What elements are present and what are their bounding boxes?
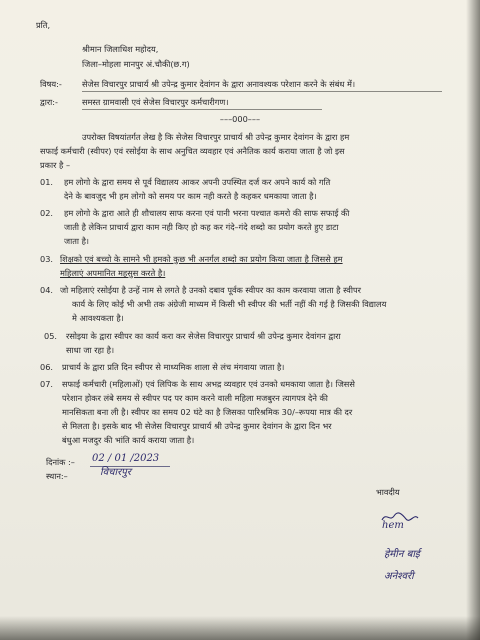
- addressee-line-2: जिला–मोहला मानपुर अं.चौकी(छ.ग): [82, 59, 190, 69]
- from-text: समस्त ग्रामवासी एवं सेजेस विचारपुर कर्मचारीगण।: [82, 97, 229, 107]
- point-number: 01.: [40, 177, 54, 187]
- point-line: जो महिलाएं रसोईया है उन्हें नाम से लगते है उनको दबाव पूर्वक स्वीपर का काम करवाया जाता है स्वीपर: [60, 285, 361, 295]
- point-number: 04.: [40, 285, 54, 295]
- point-line: बंधुआ मजदुर की भांति कार्य कराया जाता है।: [62, 435, 195, 445]
- point-line: रसोइया के द्वारा स्वीपर का कार्य करा कर सेजेस विचारपुर प्राचार्य श्री उपेन्द्र कुमार देवांगन द्वारा: [66, 331, 341, 341]
- point-line: मे आवश्यकता है।: [72, 313, 124, 323]
- signature-3: अनेश्वरी: [384, 571, 414, 582]
- point-number: 06.: [40, 362, 54, 372]
- photo-shadow-bottom: [0, 616, 480, 640]
- point-line: जाता है।: [64, 236, 90, 246]
- point-number: 02.: [40, 208, 54, 218]
- point-line: महिलाएं अपमानित महसुस करते है।: [60, 268, 166, 278]
- signature-2: हेमीन बाई: [384, 549, 420, 560]
- point-line: परेशान होकर लंबे समय से स्वीपर पद पर काम करने वाली महिला मजबुरन त्यागपत्र देने की: [62, 393, 328, 403]
- place-value: विचारपुर: [100, 467, 131, 478]
- point-line: हम लोगो के द्वारा समय से पूर्व विद्यालय आकर अपनी उपस्थित दर्ज कर अपने कार्य को गति: [64, 177, 331, 187]
- point-line: हम लोगो के द्वारा आते ही शौचालय साफ करना एवं पानी भरना पश्चात कमरो की साफ सफाई की: [64, 208, 350, 218]
- separator: –––000–––: [219, 114, 261, 124]
- point-line: साधा जा रहा है।: [66, 345, 115, 355]
- point-line: सफाई कर्मचारी (महिलाओं) एवं लिपिक के साथ अभद्र व्यवहार एवं उनको धमकाया जाता है। जिससे: [62, 379, 355, 389]
- point-line: मानसिकता बना ली है। स्वीपर का समय 02 घंटे का है जिसका पारिश्रमिक 30/–रूपया मात्र की दर: [62, 407, 353, 417]
- point-line: प्राचार्य के द्वारा प्रति दिन स्वीपर से माध्यमिक शाला से लंच मंगवाया जाता है।: [62, 362, 285, 372]
- date-label: दिनांक :–: [46, 457, 75, 467]
- signature-1: hem: [382, 520, 404, 531]
- point-number: 03.: [40, 254, 54, 264]
- addressee-line-1: श्रीमान जिलाधिश महोदय,: [82, 44, 159, 54]
- point-line: कार्य के लिए कोई भी अभी तक अंग्रेजी माध्यम में किसी भी स्वीपर की भर्ती नहीं की गई है जिसकी विद्यालय: [72, 299, 387, 309]
- prati-label: प्रति,: [36, 20, 51, 30]
- from-label: द्वारा:-: [40, 97, 59, 107]
- point-line: शिक्षको एवं बच्चो के सामने भी हमको कुछ भी अनर्गल शब्दो का प्रयोग किया जाता है जिससे हम: [60, 254, 343, 264]
- intro-line-1: उपरोक्त विषयांतर्गत लेख है कि सेजेस विचारपुर प्राचार्य श्री उपेन्द्र कुमार देवांगन के द्वारा हम: [82, 132, 350, 142]
- subject-underline: [82, 91, 442, 92]
- point-number: 05.: [44, 331, 58, 341]
- point-line: देने के बावजुद भी हम लोगो को समय पर काम नही करते है कहकर धमकाया जाता है।: [64, 191, 317, 201]
- intro-line-2: सफाई कर्मचारी (स्वीपर) एवं रसोईया के साथ अनुचित व्यवहार एवं अनैतिक कार्य कराया जाता है जो इस: [40, 146, 345, 156]
- place-label: स्थान:–: [46, 471, 68, 481]
- subject-text: सेजेस विचारपुर प्राचार्य श्री उपेन्द्र कुमार देवांगन के द्वारा अनावश्यक परेशान करने के संबंध में।: [82, 79, 356, 89]
- from-underline: [82, 109, 322, 110]
- point-line: जाती है लेकिन प्राचार्य द्वारा काम नही किए हो कह कर गंदे–गंदे शब्दो का प्रयोग करते हुए डाटा: [64, 222, 339, 232]
- photo-shadow-right: [466, 0, 480, 640]
- date-value: 02 / 01 /2023: [92, 453, 160, 464]
- point-number: 07.: [40, 379, 54, 389]
- subject-label: विषय:-: [40, 79, 62, 89]
- intro-line-3: प्रकार है –: [40, 160, 71, 170]
- point-line: से मिलता है। इसके बाद भी सेजेस विचारपुर प्राचार्य श्री उपेन्द्र कुमार देवांगन के द्वारा दिन भर: [62, 421, 332, 431]
- signature-scribble: [380, 510, 420, 524]
- closing-bhavdiya: भावदीय: [376, 487, 400, 497]
